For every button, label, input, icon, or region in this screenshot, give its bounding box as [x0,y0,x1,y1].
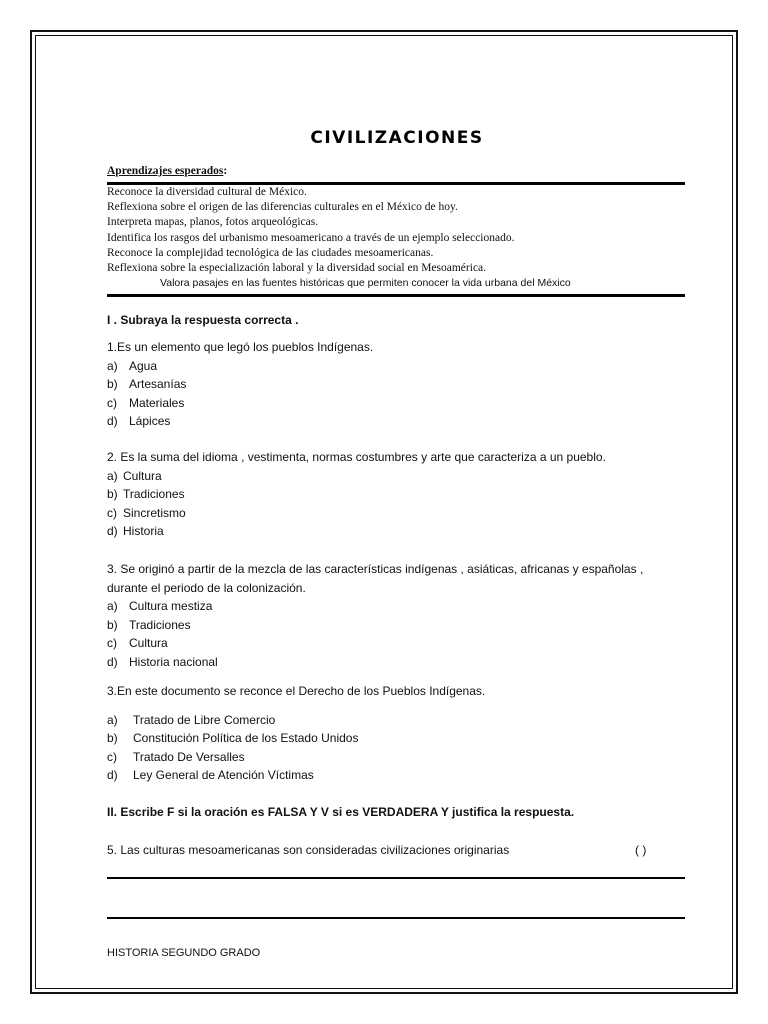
option-text: Agua [129,358,158,373]
option-item[interactable] [107,485,606,504]
option-item[interactable] [107,357,373,376]
answer-line-1[interactable] [107,877,685,879]
option-letter: c) [107,636,117,650]
question-5 [107,841,685,860]
option-item[interactable] [107,412,373,431]
question-1 [107,338,373,431]
option-letter: a) [107,599,118,613]
aprendizaje-item: Valora pasajes en las fuentes históricas que permiten conocer la vida urbana del México [160,277,571,290]
aprendizaje-item: Reconoce la complejidad tecnológica de las ciudades mesoamericanas. [107,246,434,259]
option-letter: b) [107,377,118,391]
option-letter: a) [107,358,118,373]
option-letter: d) [107,654,118,669]
option-text: Tradiciones [129,617,191,632]
option-item[interactable] [107,394,373,413]
bottom-rule [107,294,685,297]
section-2-heading: II. Escribe F si la oración es FALSA Y V si es VERDADERA Y justifica la respuesta. [107,805,575,819]
aprendizajes-label-text: Aprendizajes esperados [107,165,224,177]
option-text: Sincretismo [123,505,186,520]
option-letter: d) [107,768,118,782]
option-item[interactable] [107,597,643,616]
question-4 [107,682,485,785]
option-text: Historia [123,524,164,538]
option-text: Constitución Política de los Estado Unidos [133,731,359,745]
page-title: CIVILIZACIONES [310,128,484,148]
answer-line-2[interactable] [107,917,685,919]
aprendizaje-item: Reflexiona sobre la especialización laboral y la diversidad social en Mesoamérica. [107,262,487,275]
option-text: Cultura mestiza [129,599,213,613]
option-letter: d) [107,414,118,428]
option-text: Tratado de Libre Comercio [133,712,276,727]
option-text: Historia nacional [129,654,218,669]
aprendizajes-label [107,165,227,177]
question-3-text-line-2: durante el periodo de la colonización. [107,580,306,595]
option-letter: d) [107,524,118,538]
footer-text: HISTORIA SEGUNDO GRADO [107,947,261,959]
option-item[interactable] [107,653,643,672]
question-3-text-line-1: 3. Se originó a partir de la mezcla de las características indígenas , asiáticas, africanas y españolas , [107,562,644,576]
option-text: Tratado De Versalles [133,749,245,764]
option-item[interactable] [107,748,485,767]
option-letter: b) [107,731,118,745]
option-item[interactable] [107,634,643,653]
option-item[interactable] [107,467,606,486]
option-letter: b) [107,617,118,632]
option-item[interactable] [107,766,485,785]
option-letter: c) [107,505,117,520]
aprendizaje-item: Reconoce la diversidad cultural de México. [107,186,307,198]
option-item[interactable] [107,711,485,730]
option-item[interactable] [107,504,606,523]
option-text: Ley General de Atención Víctimas [133,768,314,782]
aprendizajes-label-colon: : [223,165,228,177]
option-letter: c) [107,395,117,410]
option-text: Cultura [123,468,162,483]
option-letter: a) [107,468,118,483]
question-2-text: 2. Es la suma del idioma , vestimenta, normas costumbres y arte que caracteriza a un pueblo. [107,450,606,464]
option-text: Materiales [129,395,185,410]
aprendizaje-item: Identifica los rasgos del urbanismo mesoamericano a través de un ejemplo seleccionado. [107,231,515,244]
option-item[interactable] [107,375,373,394]
aprendizaje-item: Interpreta mapas, planos, fotos arqueológicas. [107,216,319,229]
option-text: Tradiciones [123,487,185,501]
section-1-heading: I . Subraya la respuesta correcta . [107,313,299,327]
option-letter: b) [107,487,118,501]
option-text: Artesanías [129,377,187,391]
option-item[interactable] [107,616,643,635]
option-item[interactable] [107,522,606,541]
option-letter: c) [107,749,117,764]
question-1-text: 1.Es un elemento que legó los pueblos Indígenas. [107,340,374,354]
option-text: Lápices [129,414,171,428]
option-letter: a) [107,712,118,727]
true-false-answer-box[interactable]: ( ) [635,843,647,857]
option-text: Cultura [129,636,168,650]
option-item[interactable] [107,729,485,748]
question-4-text: 3.En este documento se reconce el Derecho de los Pueblos Indígenas. [107,684,486,698]
question-3 [107,560,643,671]
aprendizajes-list [107,185,571,291]
question-2 [107,448,606,541]
aprendizaje-item: Reflexiona sobre el origen de las diferencias culturales en el México de hoy. [107,201,458,214]
question-5-text: 5. Las culturas mesoamericanas son consideradas civilizaciones originarias [107,843,510,857]
